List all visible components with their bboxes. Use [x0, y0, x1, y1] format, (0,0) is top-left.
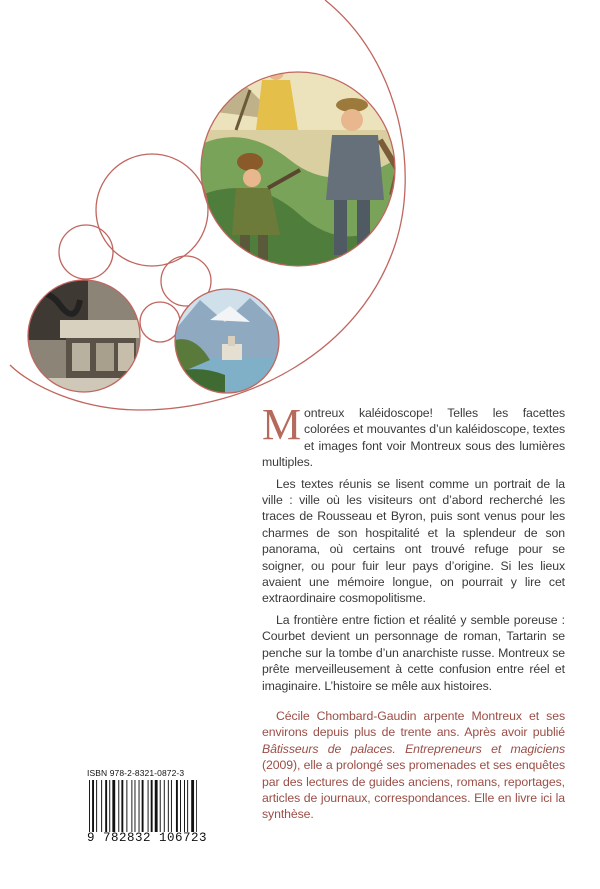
author-bio	[262, 708, 565, 823]
barcode-bar	[139, 780, 140, 832]
barcode-bar	[118, 780, 119, 832]
barcode-bar	[92, 780, 94, 832]
barcode-bar	[184, 780, 185, 832]
isbn-barcode	[87, 768, 208, 846]
barcode-bar	[155, 780, 158, 832]
paragraph-fiction: La frontière entre fiction et réalité y semble poreuse : Courbet devient un personnage de roman, Tartarin se penche sur la tombe d’un anarchiste russe. Montreux se prête merveilleusement à cette confusion entre réel et imaginaire. L’histoire se mêle aux histoires.	[262, 612, 565, 693]
barcode-bar	[196, 780, 197, 832]
barcode-bar	[191, 780, 194, 832]
paragraph-intro-text: ontreux kaléidoscope! Telles les facettes colorées et mouvantes d’un kaléidoscope, textes et images font voir Montreux sous des lumières multiples.	[262, 406, 565, 470]
barcode-bar	[142, 780, 144, 832]
author-bio-text-a: Cécile Chombard-Gaudin arpente Montreux et ses environs depuis plus de trente ans. Après avoir publié	[262, 708, 565, 740]
back-cover-text	[262, 400, 565, 828]
barcode-bar	[176, 780, 178, 832]
barcode-bar	[121, 780, 123, 832]
barcode-digits: 9 782832 106723	[87, 831, 208, 845]
mountain-hikers-illustration	[190, 60, 410, 280]
barcode-bar	[151, 780, 153, 832]
barcode-bar	[109, 780, 110, 832]
isbn-label: ISBN 978-2-8321-0872-3	[87, 768, 185, 778]
barcode-bar	[171, 780, 172, 832]
paragraph-intro	[262, 400, 565, 471]
barcode-bar	[131, 780, 132, 832]
barcode-bar	[160, 780, 161, 832]
barcode-bar	[180, 780, 181, 832]
barcode-bar	[105, 780, 107, 832]
barcode-bar	[187, 780, 188, 832]
book-title: Bâtisseurs de palaces. Entrepreneurs et magiciens	[262, 741, 565, 756]
barcode-bar	[112, 780, 115, 832]
drop-cap: M	[262, 400, 302, 449]
barcode-bar	[126, 780, 127, 832]
barcode-bar	[89, 780, 90, 832]
barcode-bars	[87, 780, 197, 832]
barcode-bar	[101, 780, 102, 832]
author-bio-text-b: (2009), elle a prolongé ses promenades et ses enquêtes par des lectures de guides anciens, romans, reportages, articles de journaux, correspondances. Elle en livre ici la synthèse.	[262, 758, 565, 822]
barcode-bar	[148, 780, 149, 832]
barcode-bar	[96, 780, 97, 832]
barcode-bar	[164, 780, 165, 832]
barcode-bar	[168, 780, 169, 832]
cover-artwork	[0, 0, 600, 430]
paragraph-portrait: Les textes réunis se lisent comme un portrait de la ville : ville où les visiteurs ont d’abord recherché les traces de Rousseau et Byron, puis sont venus pour les charmes de son hospitalité et la splendeur de son panorama, où certains ont trouvé refuge pour se soigner, ou pour fuir leur pays d’origine. Si les lieux avaient une mémoire longue, on pourrait y lire cet extraordinaire cosmopolitisme.	[262, 476, 565, 606]
barcode-bar	[135, 780, 136, 832]
